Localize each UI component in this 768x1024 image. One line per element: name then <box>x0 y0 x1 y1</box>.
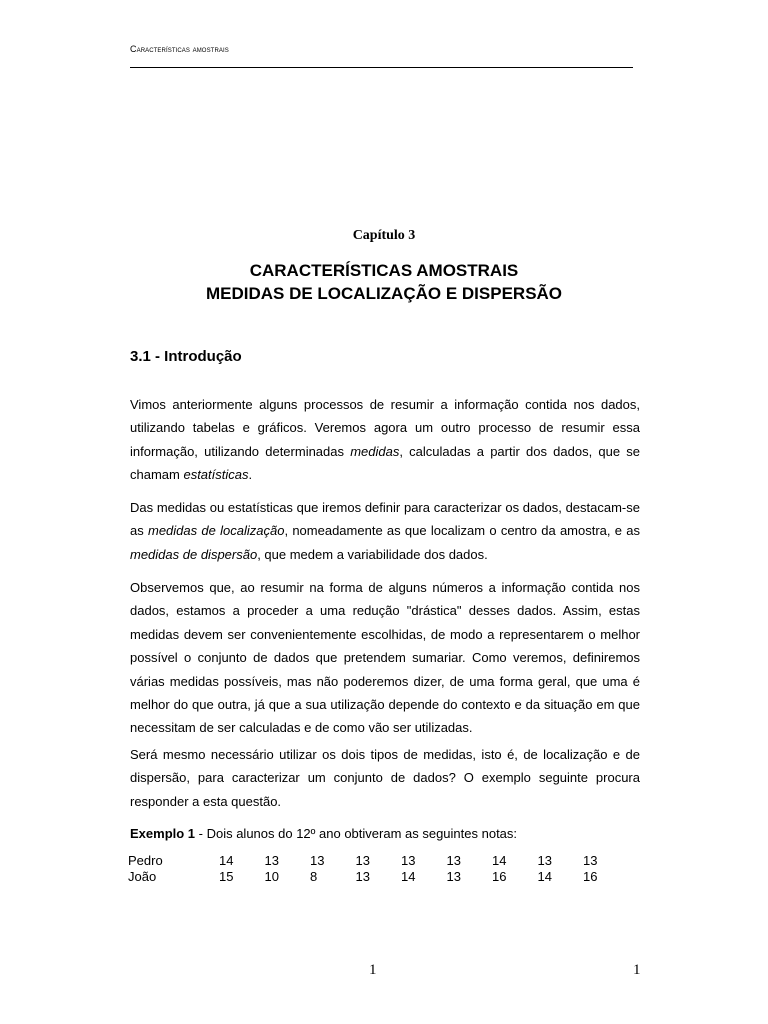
running-header: Características amostrais <box>130 44 229 54</box>
grade-cell: 13 <box>310 853 325 868</box>
grade-cell: 13 <box>583 853 598 868</box>
student-name: Pedro <box>128 853 163 868</box>
grade-cell: 14 <box>401 869 416 884</box>
chapter-title-line-1: CARACTERÍSTICAS AMOSTRAIS <box>249 261 519 280</box>
italic-term: medidas de dispersão <box>130 546 258 562</box>
chapter-title-line-2: MEDIDAS DE LOCALIZAÇÃO E DISPERSÃO <box>205 284 563 303</box>
grade-cell: 8 <box>310 869 318 884</box>
paragraph-text: , que medem a variabilidade dos dados. <box>257 546 488 562</box>
student-name: João <box>128 869 157 884</box>
paragraph-text: , calculadas a partir dos dados, que se chamam <box>130 443 640 483</box>
example-text: - Dois alunos do 12º ano obtiveram as seguintes notas: <box>195 826 518 841</box>
grade-cell: 14 <box>219 853 234 868</box>
paragraph-text: , nomeadamente as que localizam o centro da amostra, e as <box>284 523 641 539</box>
paragraph-text: Das medidas ou estatísticas que iremos definir para caracterizar os dados, destacam-se as <box>130 500 640 539</box>
grade-cell: 13 <box>537 853 552 868</box>
grade-cell: 15 <box>219 869 234 884</box>
grades-table <box>128 853 629 885</box>
grade-cell: 16 <box>492 869 507 884</box>
grade-cell: 13 <box>355 869 370 884</box>
grade-cell: 10 <box>264 869 279 884</box>
grade-cell: 13 <box>264 853 279 868</box>
grade-cell: 14 <box>537 869 552 884</box>
page-number-right: 1 <box>633 962 641 978</box>
section-heading: 3.1 - Introdução <box>130 348 242 365</box>
chapter-label: Capítulo 3 <box>352 228 416 243</box>
paragraph-question: Será mesmo necessário utilizar os dois tipos de medidas, isto é, de localização e de dispersão, para caracterizar um conjunto de dados? O exemplo seguinte procura responder a esta questão. <box>130 747 640 809</box>
header-rule <box>130 67 633 68</box>
grade-cell: 13 <box>446 853 461 868</box>
paragraph-measures <box>130 496 640 566</box>
italic-term: medidas <box>350 443 400 459</box>
paragraph-text: . <box>248 467 253 483</box>
grade-cell: 14 <box>492 853 507 868</box>
paragraph-text: Vimos anteriormente alguns processos de resumir a informação contida nos dados, utilizando tabelas e gráficos. Veremos agora um outro processo de resumir essa informação, utilizando determinadas <box>130 397 640 459</box>
grade-cell: 13 <box>446 869 461 884</box>
grade-cell: 13 <box>401 853 416 868</box>
paragraph-observation: Observemos que, ao resumir na forma de alguns números a informação contida nos dados, estamos a proceder a uma redução "drástica" desses dados. Assim, estas medidas devem ser convenientemente escolhidas, de modo a representarem o melhor possível o conjunto de dados que pretendem sumariar. Como veremos, definiremos várias medidas possíveis, mas não poderemos dizer, de uma forma geral, que uma é melhor do que outra, já que a sua utilização depende do contexto e da situação em que necessitam de ser calculadas e de como vão ser utilizadas. <box>130 580 640 736</box>
italic-term: estatísticas <box>183 467 249 483</box>
example-heading <box>130 826 517 841</box>
table-row <box>128 869 629 885</box>
table-row <box>128 853 629 869</box>
page-number-left: 1 <box>369 962 377 978</box>
grade-cell: 16 <box>583 869 598 884</box>
chapter-title <box>0 259 768 305</box>
italic-term: medidas de localização <box>148 523 285 539</box>
example-label: Exemplo 1 <box>130 826 196 841</box>
grade-cell: 13 <box>355 853 370 868</box>
paragraph-intro <box>130 393 640 487</box>
